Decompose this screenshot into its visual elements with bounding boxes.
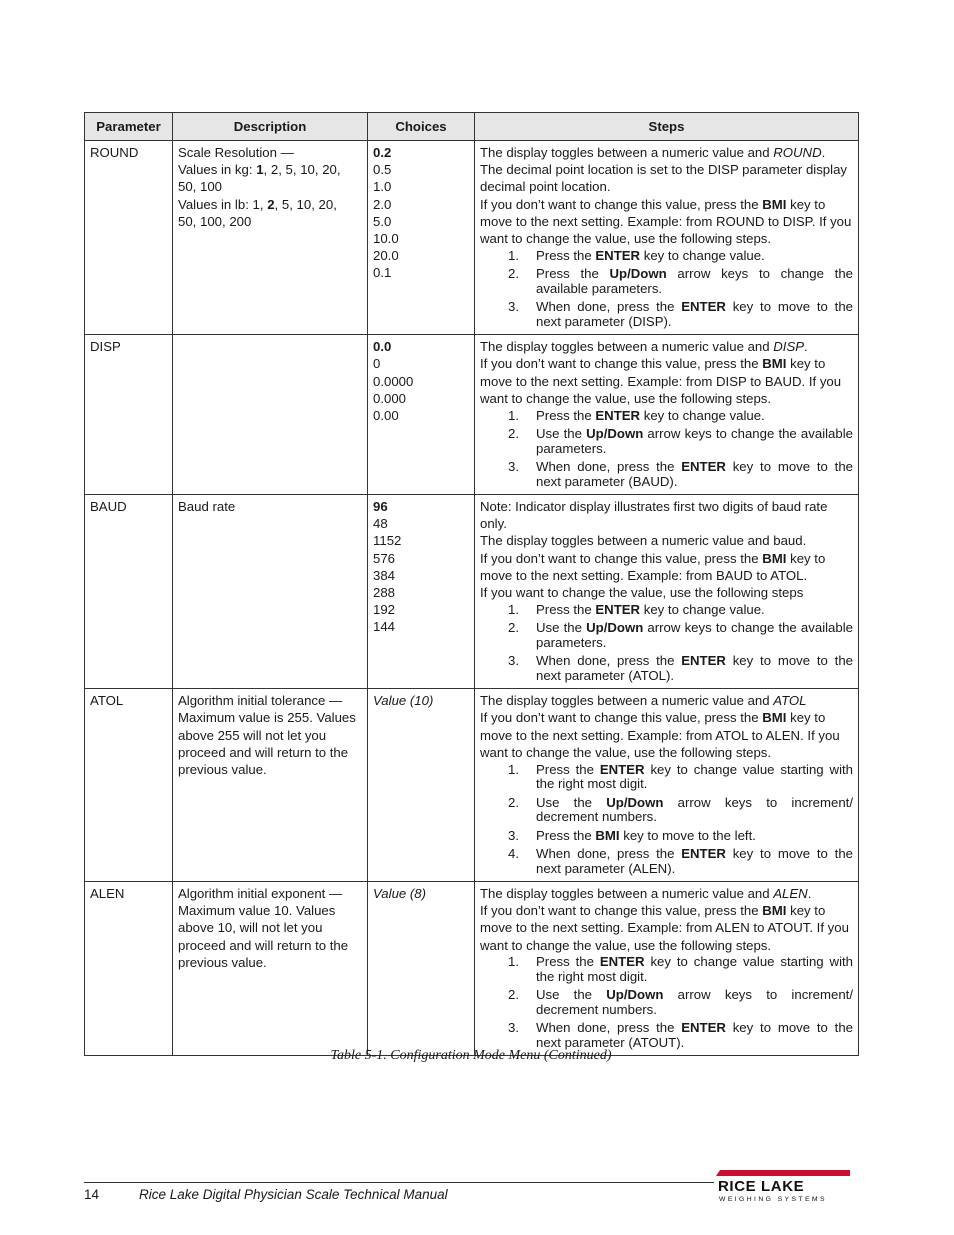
manual-title: Rice Lake Digital Physician Scale Technical Manual	[139, 1187, 448, 1202]
default-choice: Value (10)	[373, 693, 434, 709]
default-choice: 96	[373, 499, 388, 515]
choices-cell	[368, 882, 475, 1056]
steps-list	[480, 955, 853, 1050]
header-description: Description	[173, 113, 368, 141]
header-steps: Steps	[475, 113, 859, 141]
choices-cell	[368, 689, 475, 882]
default-choice: 0.2	[373, 145, 392, 160]
list-item: 2. Use the Up/Down arrow keys to increment/ decrement numbers.	[508, 987, 853, 1017]
steps-list	[480, 763, 853, 877]
steps-cell: The display toggles between a numeric value and ALEN. If you don’t want to change this value, press the BMI key to move to the next setting. Example: from ALEN to ATOUT. If you want to change the value, use the following steps. 1. Press the ENTER key to change value starting with the right most digit. 2. Use the Up/Down arrow keys to increment/ decrement numbers. 3. When done, press the ENTER key to move to the next parameter (ATOUT).	[475, 882, 859, 1056]
description-cell	[173, 335, 368, 495]
table-row	[85, 495, 859, 689]
table-header-row	[85, 113, 859, 141]
list-item: 3. When done, press the ENTER key to move to the next parameter (ATOL).	[508, 653, 853, 683]
list-item: 2. Use the Up/Down arrow keys to change the available parameters.	[508, 426, 853, 456]
steps-cell: The display toggles between a numeric value and ROUND. The decimal point location is set to the DISP parameter display decimal point location. If you don’t want to change this value, press the BMI key to move to the next setting. Example: from ROUND to DISP. If you want to change the value, use the following steps. 1. Press the ENTER key to change value. 2. Press the Up/Down arrow keys to change the available parameters. 3. When done, press the ENTER key to move to the next parameter (DISP).	[475, 141, 859, 335]
steps-cell: The display toggles between a numeric value and ATOL If you don’t want to change this value, press the BMI key to move to the next setting. Example: from ATOL to ALEN. If you want to change the value, use the following steps. 1. Press the ENTER key to change value starting with the right most digit. 2. Use the Up/Down arrow keys to increment/ decrement numbers. 3. Press the BMI key to move to the left. 4. When done, press the ENTER key to move to the next parameter (ALEN).	[475, 689, 859, 882]
configuration-table	[84, 112, 859, 1056]
table-caption: Table 5-1. Configuration Mode Menu (Continued)	[330, 1048, 612, 1063]
logo-red-bar	[716, 1170, 850, 1176]
list-item: 1. Press the ENTER key to change value.	[508, 407, 765, 423]
default-choice: 0.0	[373, 339, 392, 355]
logo-subtext: WEIGHING SYSTEMS	[719, 1196, 827, 1203]
list-item: 3. Press the BMI key to move to the left.	[508, 827, 756, 843]
page-number: 14	[84, 1187, 100, 1202]
param-cell: DISP	[85, 335, 173, 495]
header-choices: Choices	[368, 113, 475, 141]
description-cell: Scale Resolution — Values in kg: 1, 2, 5, 10, 20, 50, 100 Values in lb: 1, 2, 5, 10, 20, 50, 100, 200	[173, 141, 368, 335]
footer-divider	[84, 1182, 714, 1183]
list-item: 4. When done, press the ENTER key to move to the next parameter (ALEN).	[508, 846, 853, 876]
logo-wordmark: RICE LAKE	[718, 1178, 805, 1195]
description-cell: Algorithm initial tolerance — Maximum value is 255. Values above 255 will not let you proceed and will return to the previous value.	[173, 689, 368, 882]
list-item: 3. When done, press the ENTER key to move to the next parameter (BAUD).	[508, 459, 853, 489]
steps-list	[480, 603, 853, 684]
description-cell: Algorithm initial exponent — Maximum value 10. Values above 10, will not let you proceed and will return to the previous value.	[173, 882, 368, 1056]
header-parameter: Parameter	[85, 113, 173, 141]
description-cell: Baud rate	[173, 495, 368, 689]
table-row	[85, 141, 859, 335]
list-item: 1. Press the ENTER key to change value.	[508, 601, 765, 617]
list-item: 2. Use the Up/Down arrow keys to increment/ decrement numbers.	[508, 794, 853, 825]
steps-list	[480, 409, 853, 490]
param-cell: ALEN	[85, 882, 173, 1056]
list-item: 3. When done, press the ENTER key to move to the next parameter (ATOUT).	[508, 1020, 853, 1050]
param-cell: ATOL	[85, 689, 173, 882]
note-text: Note: Indicator display illustrates first two digits of baud rate only.	[480, 499, 828, 532]
steps-cell: The display toggles between a numeric value and DISP. If you don’t want to change this value, press the BMI key to move to the next setting. Example: from DISP to BAUD. If you want to change the value, use the following steps. 1. Press the ENTER key to change value. 2. Use the Up/Down arrow keys to change the available parameters. 3. When done, press the ENTER key to move to the next parameter (BAUD).	[475, 335, 859, 495]
choices-cell: 0.2 0.5 1.0 2.0 5.0 10.0 20.0 0.1	[368, 141, 475, 335]
table-row	[85, 689, 859, 882]
param-cell: ROUND	[85, 141, 173, 335]
list-item: 2. Use the Up/Down arrow keys to change the available parameters.	[508, 620, 853, 650]
choices-cell: 96 48 1152 576 384 288 192 144	[368, 495, 475, 689]
list-item: 2. Press the Up/Down arrow keys to change the available parameters.	[508, 266, 853, 296]
table-row	[85, 335, 859, 495]
param-cell: BAUD	[85, 495, 173, 689]
steps-cell: Note: Indicator display illustrates first two digits of baud rate only. The display toggles between a numeric value and baud. If you don’t want to change this value, press the BMI key to move to the next setting. Example: from BAUD to ATOL. If you want to change the value, use the following steps 1. Press the ENTER key to change value. 2. Use the Up/Down arrow keys to change the available parameters. 3. When done, press the ENTER key to move to the next parameter (ATOL).	[475, 495, 859, 689]
list-item: 1. Press the ENTER key to change value.	[508, 247, 765, 263]
default-choice: Value (8)	[373, 886, 427, 902]
list-item: 1. Press the ENTER key to change value starting with the right most digit.	[508, 761, 853, 792]
list-item: 3. When done, press the ENTER key to move to the next parameter (DISP).	[508, 299, 853, 329]
steps-list	[480, 249, 853, 330]
list-item: 1. Press the ENTER key to change value starting with the right most digit.	[508, 954, 853, 984]
rice-lake-logo	[716, 1168, 852, 1204]
choices-cell: 0.0 0 0.0000 0.000 0.00	[368, 335, 475, 495]
table-row	[85, 882, 859, 1056]
